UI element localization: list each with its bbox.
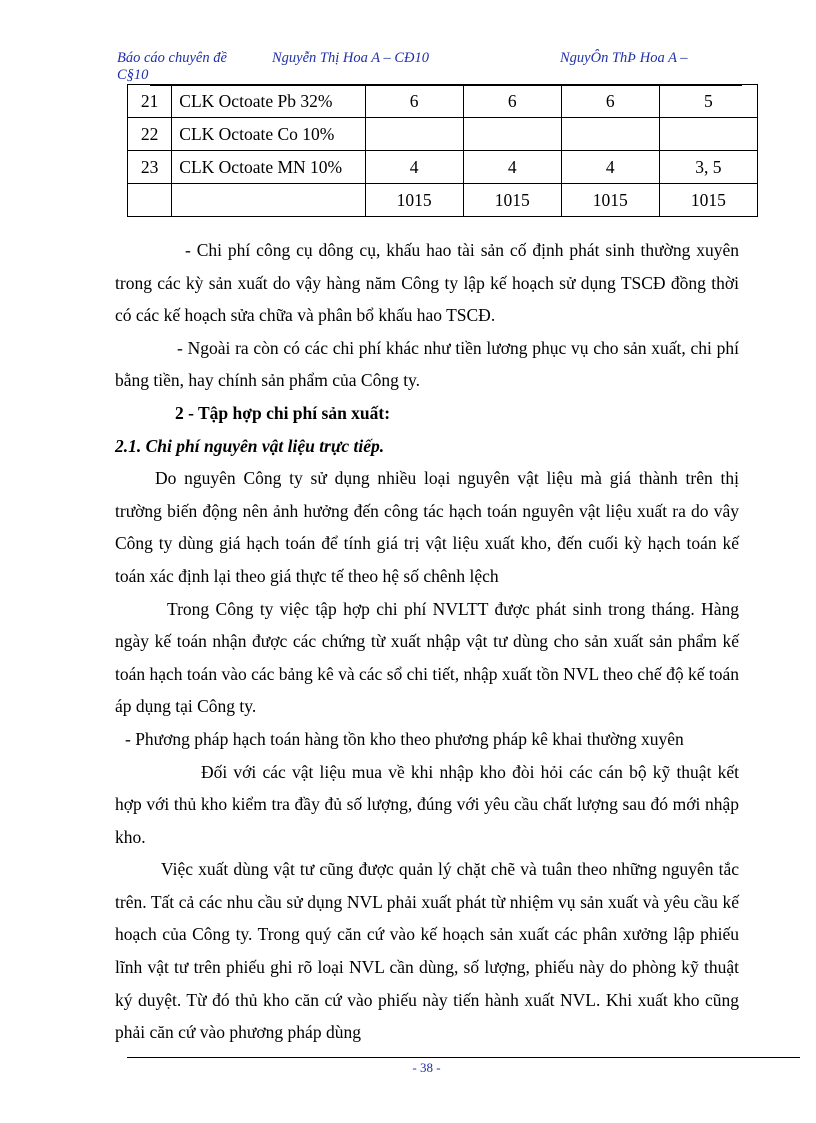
table-cell-value: 5: [659, 85, 757, 118]
table-cell-total: 1015: [463, 184, 561, 217]
section-heading: 2 - Tập hợp chi phí sản xuất:: [175, 402, 391, 423]
table-cell-name: CLK Octoate MN 10%: [172, 151, 365, 184]
table-cell-value: [659, 118, 757, 151]
paragraph-issuing: Việc xuất dùng vật tư cũng được quản lý chặt chẽ và tuân theo những nguyên tắc trên. Tất cả các nhu cầu sử dụng NVL phải xuất phát từ nhiệm vụ sản xuất và yêu cầu kế hoạch của Công ty. Trong quý căn cứ vào kế hoạch sản xuất các phân xưởng lập phiếu lĩnh vật tư trên phiếu ghi rõ loại NVL cần dùng, số lượng, phiếu này do phòng kỹ thuật ký duyệt. Từ đó thủ kho căn cứ vào phiếu này tiến hành xuất NVL. Khi xuất kho cũng phải căn cứ vào phương pháp dùng: [115, 859, 739, 1043]
table-cell-stt: [128, 184, 172, 217]
table-cell-stt: 21: [128, 85, 172, 118]
table-cell-name: CLK Octoate Pb 32%: [172, 85, 365, 118]
table-cell-stt: 23: [128, 151, 172, 184]
paragraph-other-costs: - Ngoài ra còn có các chi phí khác như tiền lương phục vụ cho sản xuất, chi phí bằng tiền, hay chính sản phẩm của Công ty.: [115, 337, 739, 391]
table-row-total: [128, 184, 758, 217]
table-cell-total: 1015: [365, 184, 463, 217]
paragraph-receiving: Đối với các vật liệu mua về khi nhập kho đòi hỏi các cán bộ kỹ thuật kết hợp với thủ kho kiểm tra đầy đủ số lượng, đúng với yêu cầu chất lượng sau đó mới nhập kho.: [115, 761, 739, 847]
table-cell-name: [172, 184, 365, 217]
table-cell-value: [365, 118, 463, 151]
table-row: [128, 85, 758, 118]
page-number: - 38 -: [412, 1060, 441, 1075]
paragraph-material-pricing: Do nguyên Công ty sử dụng nhiều loại nguyên vật liệu mà giá thành trên thị trường biến động nên ảnh hưởng đến công tác hạch toán nguyên vật liệu xuất ra do vây Công ty dùng giá hạch toán để tính giá trị vật liệu xuất kho, đến cuối kỳ hạch toán kế toán xác định lại theo giá thực tế theo hệ số chênh lệch: [115, 468, 739, 586]
table-cell-value: 3, 5: [659, 151, 757, 184]
table-row: [128, 118, 758, 151]
table-row: [128, 151, 758, 184]
paragraph-cost-collection: Trong Công ty việc tập hợp chi phí NVLTT được phát sinh trong tháng. Hàng ngày kế toán nhận được các chứng từ xuất nhập vật tư dùng cho sản xuất sản phẩm kế toán hạch toán vào các bảng kê và các sổ chi tiết, nhập xuất tồn NVL theo chế độ kế toán áp dụng tại Công ty.: [115, 598, 739, 717]
table-cell-value: 6: [463, 85, 561, 118]
table-cell-value: 6: [365, 85, 463, 118]
table-cell-value: 4: [365, 151, 463, 184]
table-cell-value: 6: [561, 85, 659, 118]
paragraph-tools-depreciation: - Chi phí công cụ dông cụ, khấu hao tài sản cố định phát sinh thường xuyên trong các kỳ sản xuất do vậy hàng năm Công ty lập kế hoạch sử dụng TSCĐ đồng thời có các kế hoạch sửa chữa và phân bổ khấu hao TSCĐ.: [115, 240, 739, 326]
table-cell-value: 4: [561, 151, 659, 184]
materials-table: [127, 84, 758, 217]
table-cell-value: [463, 118, 561, 151]
table-cell-value: [561, 118, 659, 151]
header-author-garbled: NguyÔn ThÞ Hoa A –: [560, 50, 688, 66]
table-cell-stt: 22: [128, 118, 172, 151]
header-class-garbled: C§10: [117, 67, 149, 83]
subsection-heading: 2.1. Chi phí nguyên vật liệu trực tiếp.: [115, 435, 385, 456]
paragraph-inventory-method: - Phương pháp hạch toán hàng tồn kho theo phương pháp kê khai thường xuyên: [125, 728, 684, 749]
header-author: Nguyễn Thị Hoa A – CĐ10: [272, 50, 429, 66]
document-body: [115, 234, 739, 1049]
footer-divider: [127, 1057, 800, 1058]
table-cell-total: 1015: [659, 184, 757, 217]
table-cell-total: 1015: [561, 184, 659, 217]
table-cell-value: 4: [463, 151, 561, 184]
header-doc-type: Báo cáo chuyên đề: [117, 50, 227, 66]
table-cell-name: CLK Octoate Co 10%: [172, 118, 365, 151]
